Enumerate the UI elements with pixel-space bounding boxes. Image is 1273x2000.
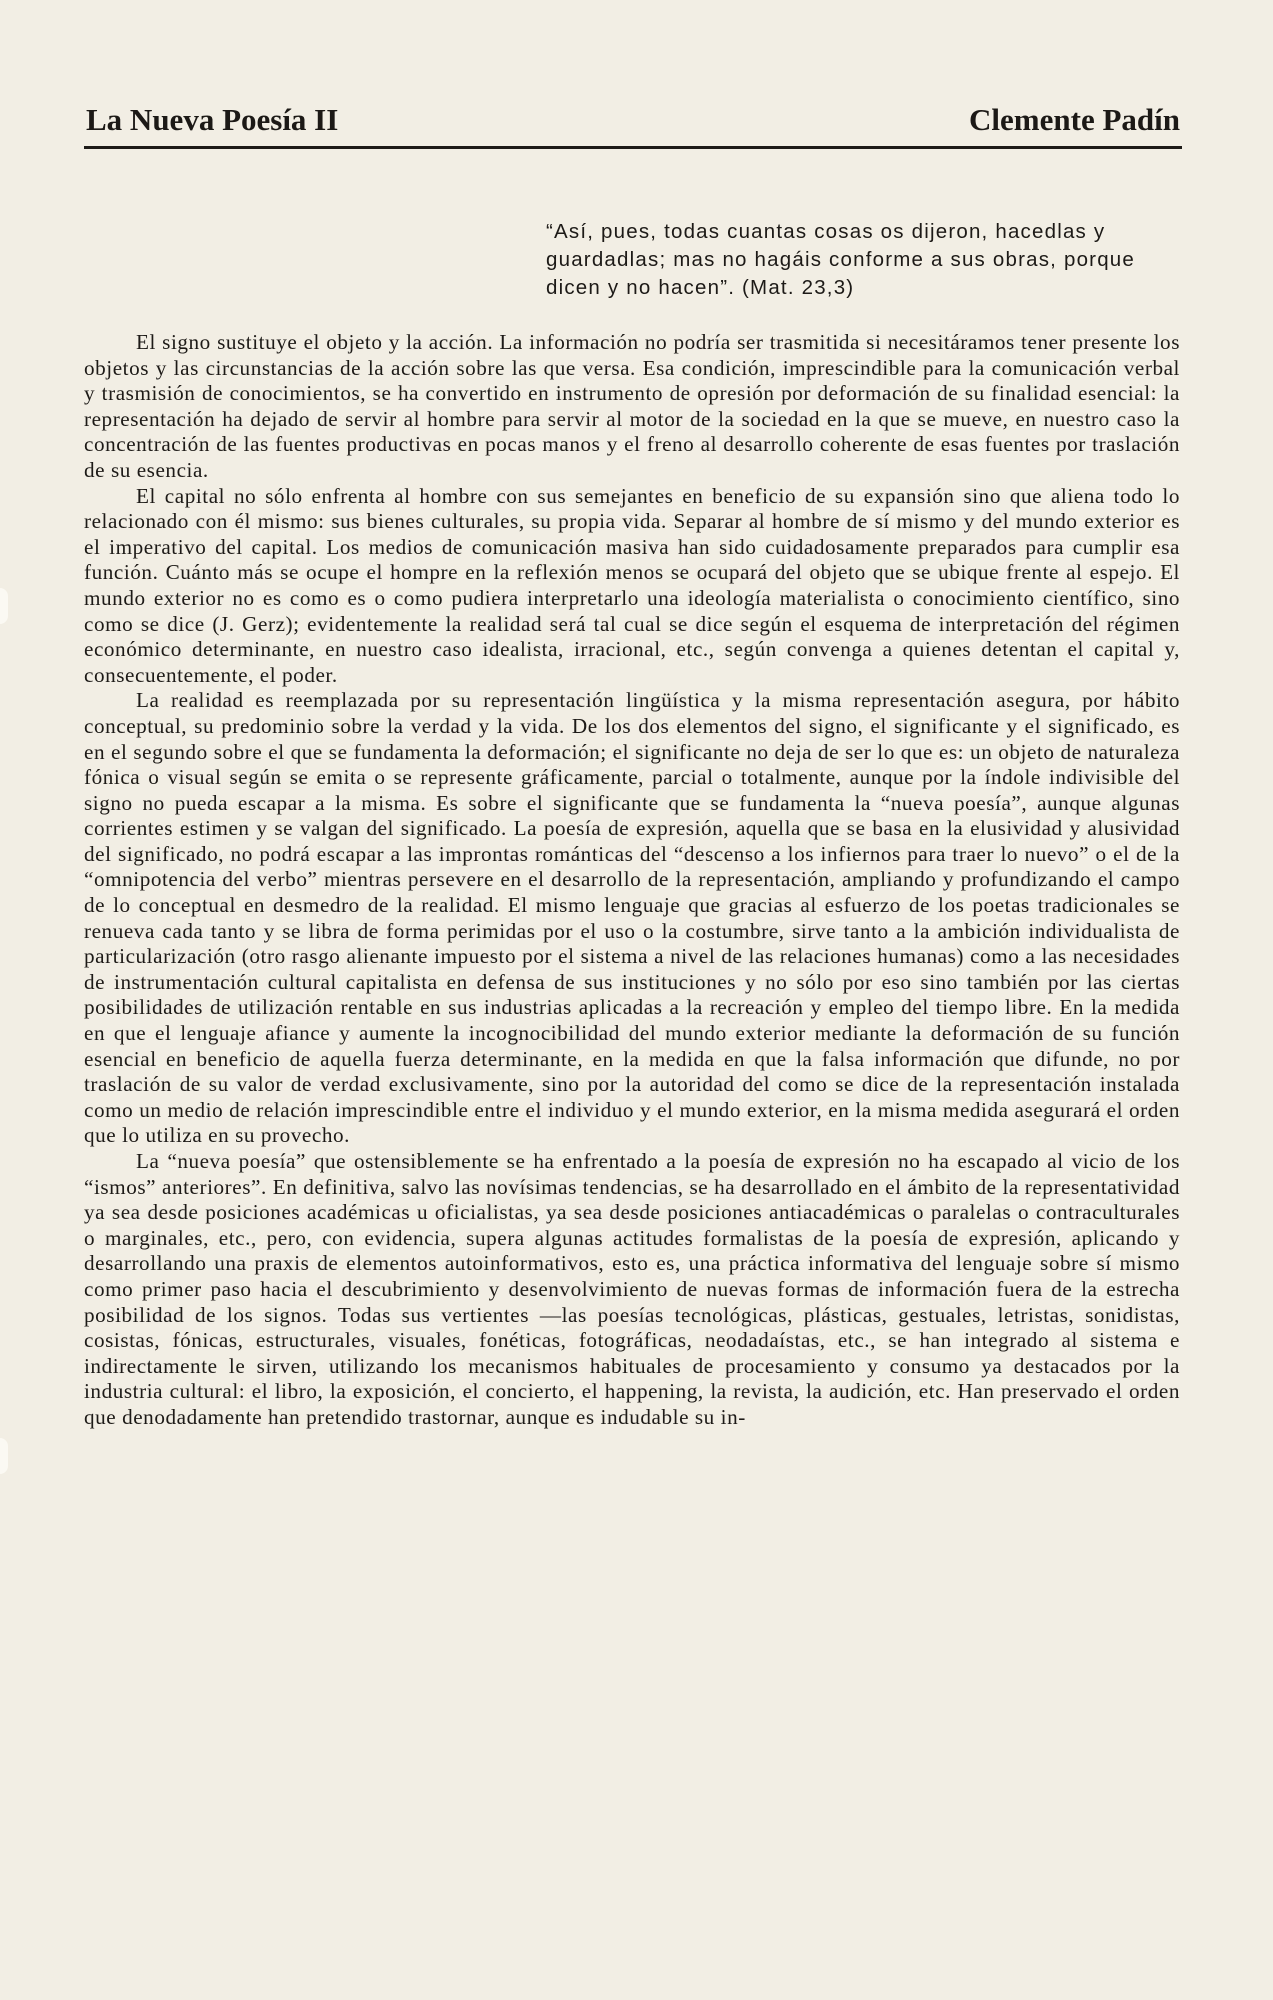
header-title: La Nueva Poesía II <box>86 102 339 137</box>
punch-hole <box>0 1438 8 1474</box>
paragraph: El capital no sólo enfrenta al hombre con sus semejantes en beneficio de su expansión sino que aliena todo lo relacionado con él mismo: sus bienes culturales, su propia vida. Separar al hombre de sí mismo y del mundo exterior es el imperativo del capital. Los medios de comunicación masiva han sido cuidadosamente preparados para cumplir esa función. Cuánto más se ocupe el hompre en la reflexión menos se ocupará del objeto que se ubique frente al espejo. El mundo exterior no es como es o como pudiera interpretarlo una ideología materialista o conocimiento científico, sino como se dice (J. Gerz); evidentemente la realidad será tal cual se dice según el esquema de interpretación del régimen económico determinante, en nuestro caso idealista, irracional, etc., según convenga a quienes detentan el capital y, consecuentemente, el poder. <box>84 483 1180 687</box>
running-header <box>84 100 1182 149</box>
paragraph: La “nueva poesía” que ostensiblemente se ha enfrentado a la poesía de expresión no ha escapado al vicio de los “ismos” anteriores”. En definitiva, salvo las novísimas tendencias, se ha desarrollado en el ámbito de la representatividad ya sea desde posiciones académicas u oficialistas, ya sea desde posiciones antiacadémicas o paralelas o contraculturales o marginales, etc., pero, con evidencia, supera algunas actitudes formalistas de la poesía de expresión, aplicando y desarrollando una praxis de elementos autoinformativos, esto es, una práctica informativa del lenguaje sobre sí mismo como primer paso hacia el descubrimiento y desenvolvimiento de nuevas formas de información fuera de la estrecha posibilidad de los signos. Todas sus vertientes —las poesías tecnológicas, plásticas, gestuales, letristas, sonidistas, cosistas, fónicas, estructurales, visuales, fonéticas, fotográficas, neodadaístas, etc., se han integrado al sistema e indirectamente le sirven, utilizando los mecanismos habituales de procesamiento y consumo ya destacados por la industria cultural: el libro, la exposición, el concierto, el happening, la revista, la audición, etc. Han preservado el orden que denodadamente han pretendido trastornar, aunque es indudable su in- <box>84 1149 1180 1429</box>
paragraph: La realidad es reemplazada por su representación lingüística y la misma representación asegura, por hábito conceptual, su predominio sobre la verdad y la vida. De los dos elementos del signo, el significante y el significado, es en el segundo sobre el que se fundamenta la deformación; el significante no deja de ser lo que es: un objeto de naturaleza fónica o visual según se emita o se represente gráficamente, parcial o totalmente, aunque por la índole indivisible del signo no pueda escapar a la misma. Es sobre el significante que se fundamenta la “nueva poesía”, aunque algunas corrientes estimen y se valgan del significado. La poesía de expresión, aquella que se basa en la elusividad y alusividad del significado, no podrá escapar a las improntas románticas del “descenso a los infiernos para traer lo nuevo” o el de la “omnipotencia del verbo” mientras persevere en el desarrollo de la representación, ampliando y profundizando el campo de lo conceptual en desmedro de la realidad. El mismo lenguaje que gracias al esfuerzo de los poetas tradicionales se renueva cada tanto y se libra de forma perimidas por el uso o la costumbre, sirve tanto a la ambición individualista de particularización (otro rasgo alienante impuesto por el sistema a nivel de las relaciones humanas) como a las necesidades de instrumentación cultural capitalista en defensa de sus instituciones y no sólo por eso sino también por las ciertas posibilidades de utilización rentable en sus industrias aplicadas a la recreación y empleo del tiempo libre. En la medida en que el lenguaje afiance y aumente la incognocibilidad del mundo exterior mediante la deformación de su función esencial en beneficio de aquella fuerza determinante, en la medida en que la falsa información que difunde, no por traslación de su valor de verdad exclusivamente, sino por la autoridad del como se dice de la representación instalada como un medio de relación imprescindible entre el individuo y el mundo exterior, en la misma medida asegurará el orden que lo utiliza en su provecho. <box>84 688 1180 1148</box>
body-text <box>84 330 1180 1431</box>
punch-hole <box>0 588 8 624</box>
epigraph-quote: “Así, pues, todas cuantas cosas os dijeron, hacedlas y guardadlas; mas no hagáis conforme a sus obras, porque dicen y no hacen”. (Mat. 23,3) <box>546 220 1136 299</box>
header-author: Clemente Padín <box>969 102 1180 137</box>
paragraph: El signo sustituye el objeto y la acción. La información no podría ser trasmitida si necesitáramos tener presente los objetos y las circunstancias de la acción sobre las que versa. Esa condición, imprescindible para la comunicación verbal y trasmisión de conocimientos, se ha convertido en instrumento de opresión por deformación de su finalidad esencial: la representación ha dejado de servir al hombre para servir al motor de la sociedad en la que se mueve, en nuestro caso la concentración de las fuentes productivas en pocas manos y el freno al desarrollo coherente de esas fuentes por traslación de su esencia. <box>84 330 1180 482</box>
